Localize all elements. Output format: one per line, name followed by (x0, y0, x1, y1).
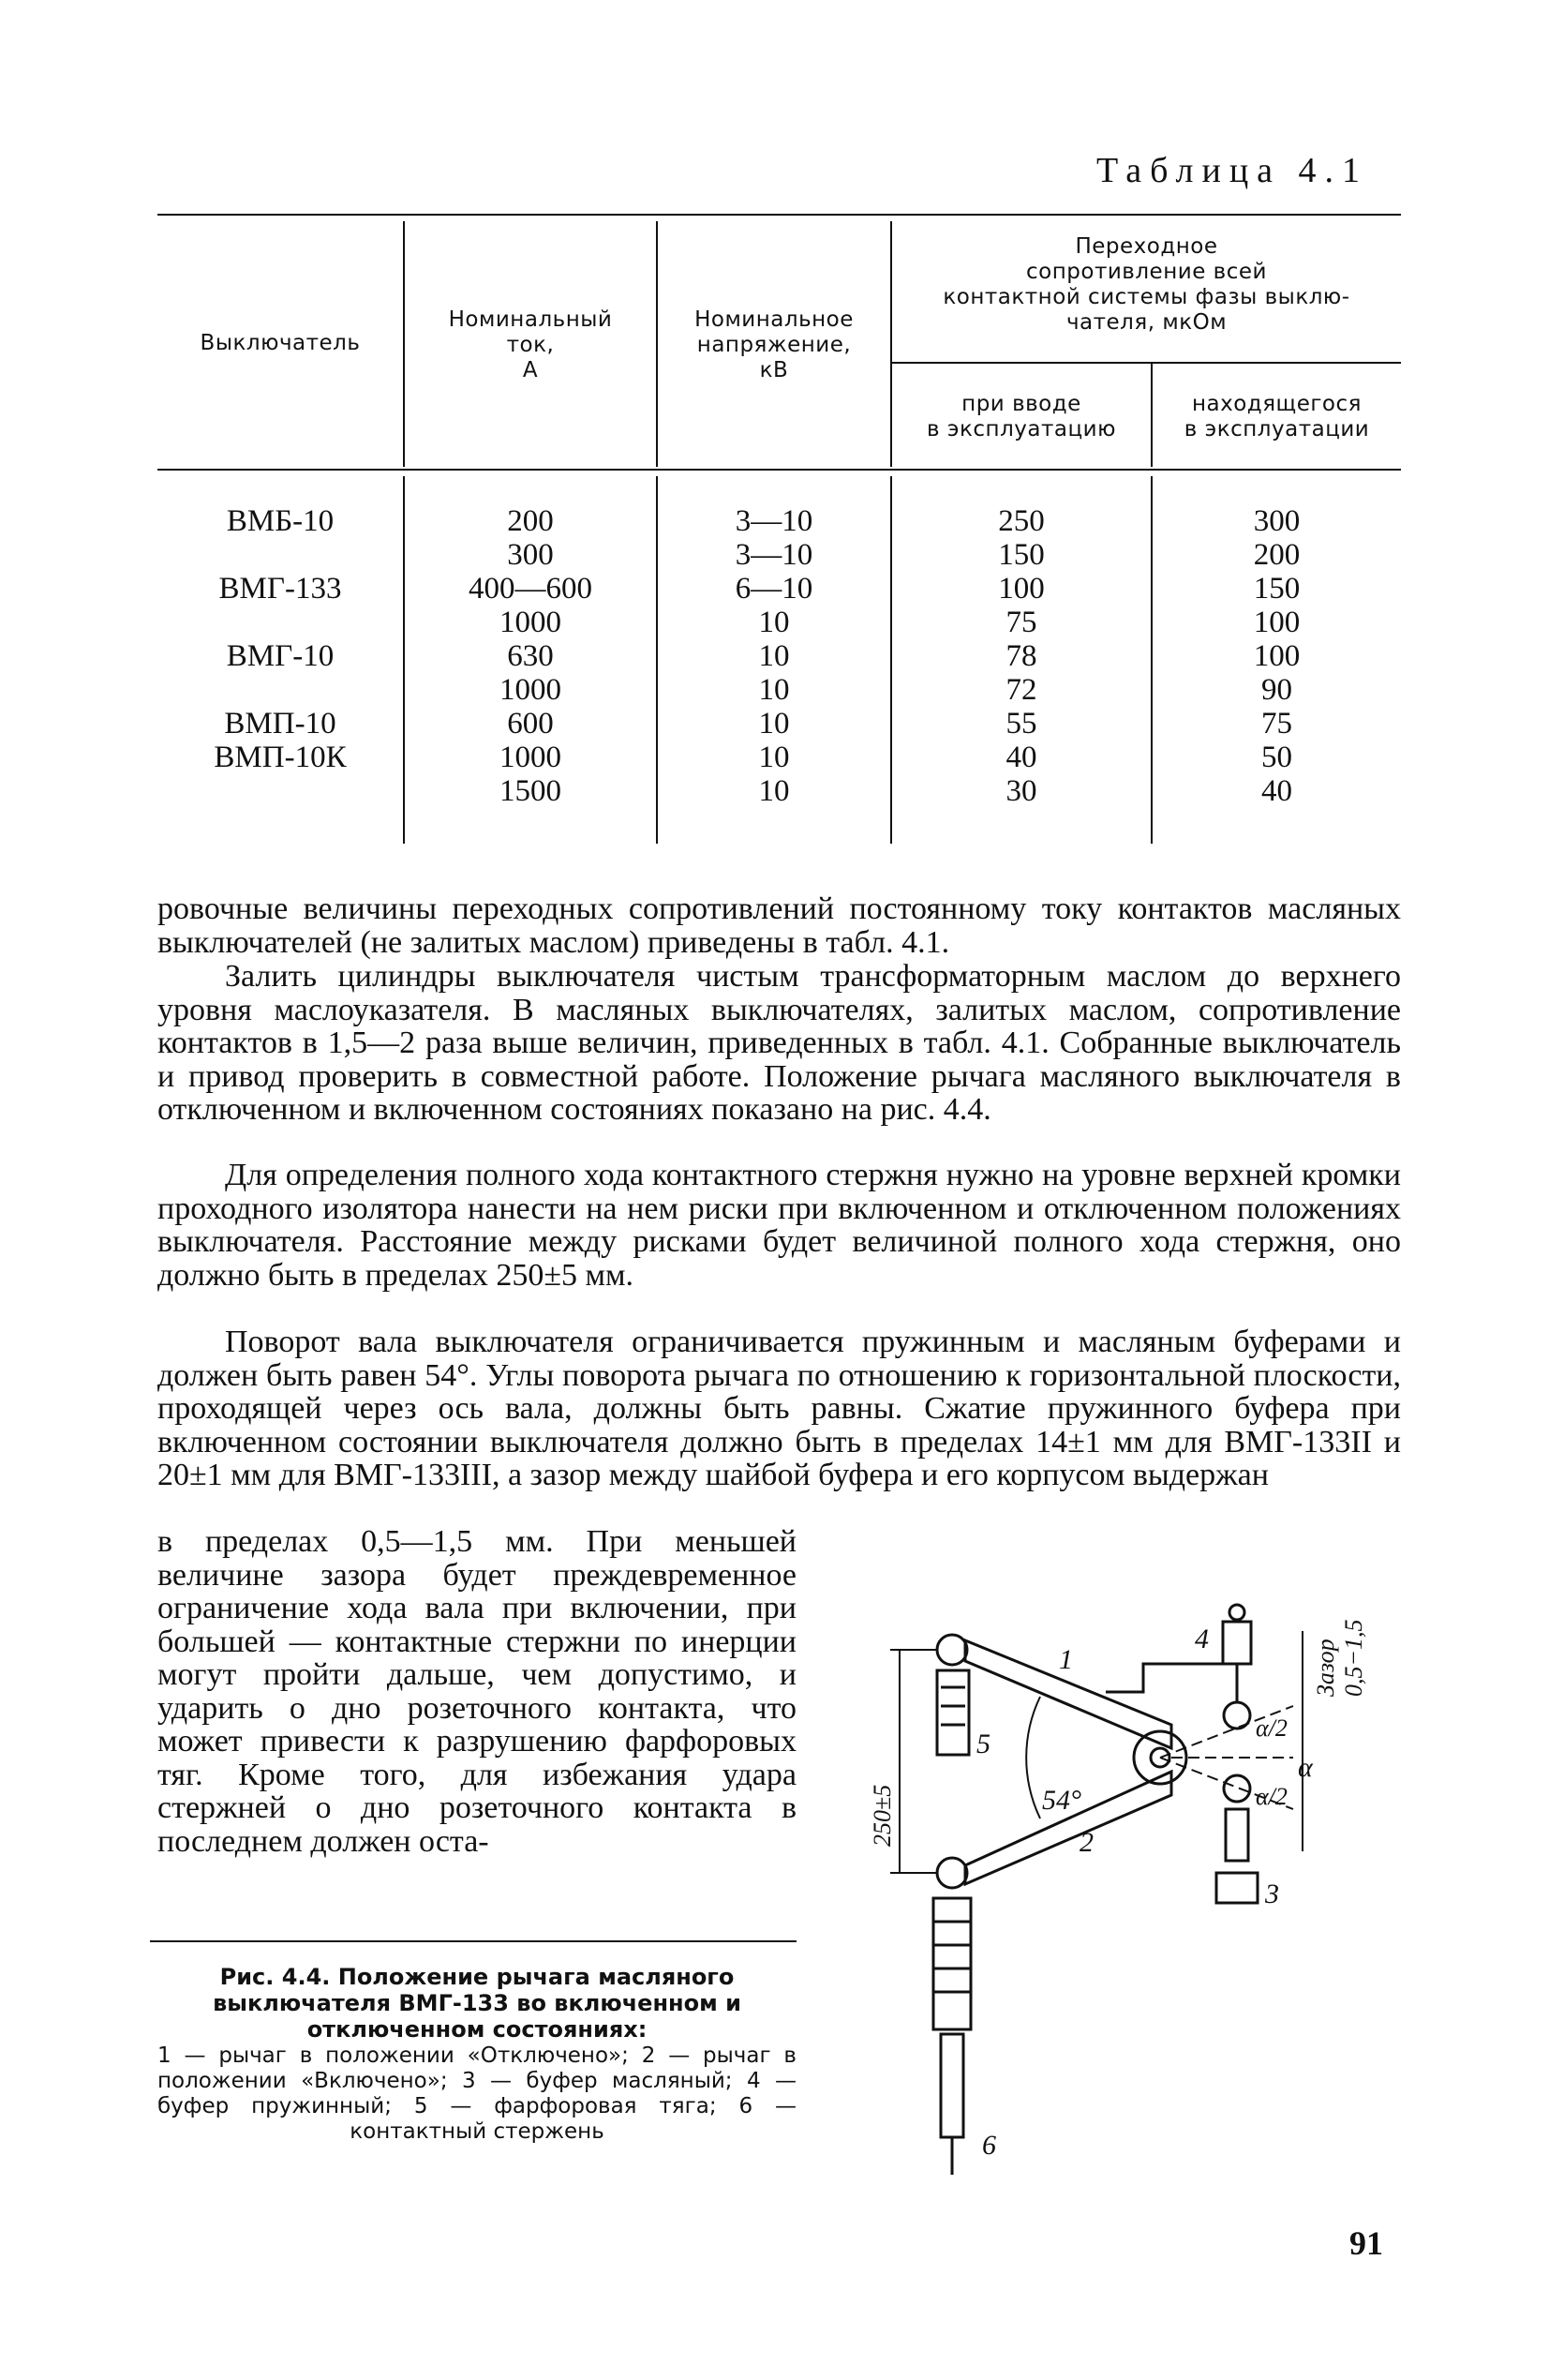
gap-label: Зазор (1312, 1639, 1339, 1697)
table-cell: 1500 (499, 774, 561, 808)
table-cell: 250 (998, 504, 1045, 538)
alpha-half-bottom-label: α/2 (1256, 1783, 1288, 1810)
table-cell: 100 (1253, 606, 1301, 639)
table-subheader-rule (890, 362, 1401, 364)
table-cell: 90 (1261, 673, 1292, 707)
column-in-service (1153, 504, 1401, 808)
table-cell: 78 (1005, 639, 1037, 673)
table-cell: 3—10 (735, 538, 813, 572)
table-cell: ВМГ-10 (226, 639, 335, 673)
table-cell: 150 (998, 538, 1045, 572)
table-caption: Таблица 4.1 (1096, 151, 1369, 190)
table-cell: 600 (507, 707, 554, 741)
table-cell: 75 (1261, 707, 1292, 741)
table-cell: 10 (758, 707, 790, 741)
lever-diagram (862, 1575, 1387, 2193)
label-1: 1 (1059, 1644, 1073, 1675)
header-in-service: находящегося в эксплуатации (1184, 392, 1370, 442)
table-cell: 630 (507, 639, 554, 673)
paragraph-3: Для определения полного хода контактного стержня нужно на уровне верхней кромки проходного изолятора нанести на нем риски при включенном и отключенном положениях выключателя. Расстояние между рисками будет величиной полного хода стержня, оно должно быть в пределах 250±5 мм. (157, 1158, 1401, 1293)
alpha-label: α (1298, 1752, 1313, 1783)
spring-buffer (1223, 1622, 1251, 1664)
gap-value-label: 0,5−1,5 (1340, 1619, 1367, 1697)
table-cell: 10 (758, 741, 790, 774)
label-3: 3 (1265, 1879, 1279, 1909)
table-cell: 6—10 (735, 572, 813, 606)
figure-caption-rule (150, 1940, 797, 1942)
column-voltage (658, 504, 890, 808)
paragraph-1: ровочные величины переходных сопротивлений постоянному току контактов масляных выключателей (не залитых маслом) приведены в табл. 4.1. (157, 891, 1401, 960)
header-current: Номинальный ток, А (448, 307, 613, 382)
table-cell: ВМП-10 (224, 707, 336, 741)
table-cell: 40 (1261, 774, 1292, 808)
table-cell: 10 (758, 774, 790, 808)
table-cell: 300 (1253, 504, 1301, 538)
column-current (405, 504, 656, 808)
porcelain-rod-bottom (933, 1898, 971, 2029)
table-cell: ВМП-10К (214, 741, 347, 774)
table-cell: 3—10 (735, 504, 813, 538)
oil-buffer (1216, 1873, 1258, 1903)
header-resistance: Переходное сопротивление всей контактной системы фазы выклю- чателя, мкОм (943, 234, 1350, 335)
table-top-rule (157, 214, 1401, 216)
label-4: 4 (1195, 1624, 1209, 1654)
table-cell: 10 (758, 606, 790, 639)
upper-pivot (937, 1635, 967, 1665)
table-cell: 400—600 (469, 572, 592, 606)
oil-buffer-body (1226, 1809, 1248, 1861)
paragraph-2: Залить цилиндры выключателя чистым трансформаторным маслом до верхнего уровня маслоуказателя. В масляных выключателях, залитых маслом, сопротивление контактов в 1,5—2 раза выше величин, приведенных в табл. 4.1. Собранные выключатель и привод проверить в совместной работе. Положение рычага масляного выключателя в отключенном и включенном состояниях показано на рис. 4.4. (157, 959, 1401, 1127)
label-5: 5 (976, 1729, 990, 1759)
table-cell (157, 673, 403, 707)
table-cell: ВМГ-133 (218, 572, 342, 606)
table-cell: 100 (1253, 639, 1301, 673)
paragraph-4: Поворот вала выключателя ограничивается пружинным и масляным буферами и должен быть равен 54°. Углы поворота рычага по отношению к горизонтальной плоскости, проходящей через ось вала, должны быть равны. Сжатие пружинного буфера при включенном состоянии выключателя должно быть в пределах 14±1 мм для ВМГ-133II и 20±1 мм для ВМГ-133III, а зазор между шайбой буфера и его корпусом выдержан (157, 1325, 1401, 1492)
table-cell: 72 (1005, 673, 1037, 707)
table-cell (157, 606, 403, 639)
header-at-commissioning: при вводе в эксплуатацию (927, 392, 1116, 442)
table-cell: 75 (1005, 606, 1037, 639)
angle-label: 54° (1042, 1785, 1081, 1816)
table-cell: 150 (1253, 572, 1301, 606)
spring-buffer-cap (1229, 1605, 1244, 1620)
table-cell (157, 774, 403, 808)
table-cell: 30 (1005, 774, 1037, 808)
table-cell: 200 (507, 504, 554, 538)
table-cell: 1000 (499, 673, 561, 707)
resistance-table (157, 214, 1401, 851)
travel-label: 250±5 (869, 1784, 896, 1847)
right-pivot-bottom (1224, 1775, 1250, 1802)
figure-legend: 1 — рычаг в положении «Отключено»; 2 — рычаг в положении «Включено»; 3 — буфер масляный; 4 — буфер пружинный; 5 — фарфоровая тяга; 6 — контактный стержень (157, 2043, 797, 2144)
table-cell: 40 (1005, 741, 1037, 774)
table-cell: 10 (758, 673, 790, 707)
alpha-half-top-label: α/2 (1256, 1714, 1288, 1742)
contact-stem (941, 2034, 963, 2137)
right-pivot-top (1224, 1702, 1250, 1729)
table-cell: 50 (1261, 741, 1292, 774)
table-cell: 10 (758, 639, 790, 673)
table-cell: 1000 (499, 741, 561, 774)
column-at-commissioning (892, 504, 1151, 808)
table-cell: ВМБ-10 (226, 504, 335, 538)
table-header-rule (157, 469, 1401, 471)
header-voltage: Номинальное напряжение, кВ (694, 307, 854, 382)
column-switch (157, 504, 403, 808)
page-number: 91 (1349, 2224, 1383, 2262)
bracket (1106, 1664, 1237, 1692)
table-cell (157, 538, 403, 572)
paragraph-4-continued: в пределах 0,5—1,5 мм. При меньшей величине зазора будет преждевременное ограничение хода вала при включении, при большей — контактные стержни по инерции могут пройти дальше, чем допустимо, и ударить о дно розеточного контакта, что может привести к разрушению фарфоровых тяг. Кроме того, для избежания удара стержней о дно розеточного контакта в последнем должен оста- (157, 1524, 797, 1859)
angle-arc (1026, 1697, 1040, 1819)
table-cell: 1000 (499, 606, 561, 639)
figure-title: Рис. 4.4. Положение рычага масляного выключателя ВМГ-133 во включенном и отключенном состояниях: (213, 1964, 741, 2043)
table-cell: 300 (507, 538, 554, 572)
label-6: 6 (982, 2130, 996, 2161)
header-switch: Выключатель (200, 331, 361, 355)
label-2: 2 (1080, 1827, 1094, 1858)
lower-pivot (937, 1858, 967, 1888)
table-cell: 100 (998, 572, 1045, 606)
table-cell: 55 (1005, 707, 1037, 741)
porcelain-rod-top (937, 1670, 969, 1755)
table-cell: 200 (1253, 538, 1301, 572)
